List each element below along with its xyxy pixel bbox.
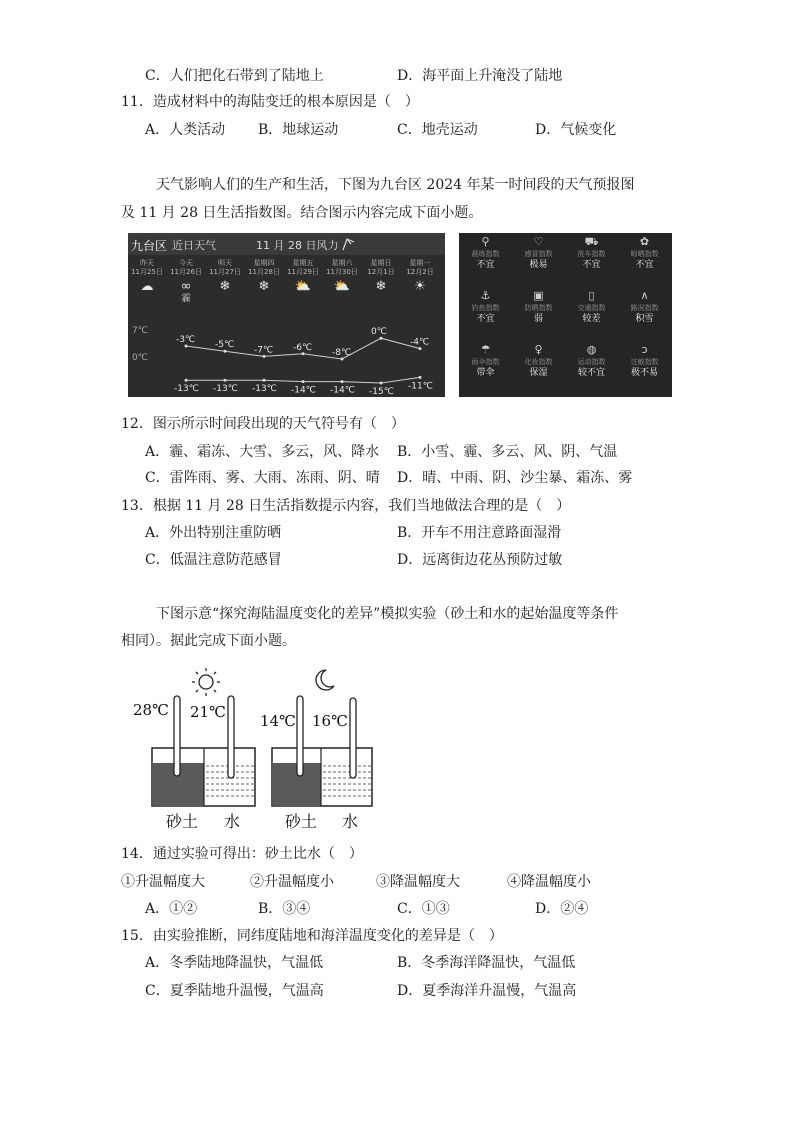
- life-index-value: 不宜: [476, 314, 495, 324]
- high-temp-point: [224, 350, 227, 353]
- life-index-value: 保湿: [529, 368, 548, 378]
- day-soil-temp: 28℃: [133, 701, 169, 719]
- day-date: 11月26日: [170, 268, 202, 276]
- day-name: 星期五: [292, 259, 314, 267]
- life-index-name: 雨伞指数: [471, 358, 500, 366]
- q12-stem: 12．图示所示时间段出现的天气符号有（ ）: [121, 416, 405, 432]
- life-index-name: 洗车指数: [577, 250, 606, 258]
- q13-option-a: A．外出特别注重防晒: [145, 525, 282, 541]
- drying-icon: ✿: [639, 235, 650, 248]
- q14-statement-1: ①升温幅度大: [121, 874, 205, 890]
- umbrella-icon: ☂: [480, 343, 491, 356]
- q14-statement-4: ④降温幅度小: [507, 874, 591, 890]
- q14-stem: 14．通过实验可得出：砂土比水（ ）: [121, 846, 363, 862]
- life-index-item: [459, 287, 512, 341]
- day-date: 11月27日: [209, 268, 241, 276]
- life-index-name: 化妆指数: [524, 358, 553, 366]
- q15-option-b: B．冬季海洋降温快，气温低: [397, 955, 576, 971]
- high-temp-point: [341, 358, 344, 361]
- q13-stem: 13．根据 11 月 28 日生活指数提示内容，我们当地做法合理的是（ ）: [121, 498, 571, 514]
- high-temp-label: -4℃: [410, 337, 430, 348]
- day-date: 11月29日: [287, 268, 319, 276]
- low-temp-label: -13℃: [174, 384, 199, 395]
- life-index-value: 极易: [529, 260, 548, 270]
- q12-option-a: A．霾、霜冻、大雪、多云，风、降水: [145, 444, 380, 460]
- q10-option-c: C．人们把化石带到了陆地上: [145, 68, 324, 84]
- q15-option-d: D．夏季海洋升温慢，气温高: [397, 983, 577, 999]
- q14-option-d: D．②④: [535, 901, 589, 917]
- life-index-name: 交通指数: [577, 304, 606, 312]
- high-temp-label: -5℃: [215, 340, 235, 351]
- q13-option-c: C．低温注意防范感冒: [145, 552, 282, 568]
- q13-option-b: B．开车不用注意路面湿滑: [397, 525, 562, 541]
- weather-location: 九台区: [131, 239, 168, 253]
- life-index-value: 较差: [582, 314, 601, 324]
- intro1-line2: 及 11 月 28 日生活指数图。结合图示内容完成下面小题。: [121, 205, 483, 221]
- q12-option-c: C．雷阵雨、雾、大雨、冻雨、阴、晴: [145, 470, 380, 486]
- life-index-value: 不宜: [635, 260, 654, 270]
- life-index-name: 过敏指数: [630, 358, 659, 366]
- moon-icon: [316, 670, 334, 690]
- day-soil-label: 砂土: [166, 812, 199, 831]
- q14-option-a: A．①②: [145, 901, 198, 917]
- makeup-icon: ♀: [534, 343, 543, 356]
- life-index-value: 不宜: [476, 260, 495, 270]
- night-water-label: 水: [342, 812, 359, 831]
- day-date: 12月2日: [406, 268, 434, 276]
- snow-icon: ❄: [375, 279, 387, 294]
- high-temp-label: -7℃: [254, 345, 274, 356]
- low-temp-point: [341, 380, 344, 383]
- life-index-name: 运动指数: [577, 358, 606, 366]
- day-name: 星期六: [331, 259, 353, 267]
- day-name: 昨天: [140, 259, 154, 267]
- day-name: 星期日: [370, 259, 392, 267]
- soil-thermometer: [174, 696, 180, 776]
- life-index-item: [618, 233, 671, 287]
- life-index-item: [565, 287, 618, 341]
- day-date: 11月25日: [131, 268, 163, 276]
- low-temp-point: [224, 379, 227, 382]
- life-index-value: 积雪: [635, 314, 654, 324]
- low-temp-label: -13℃: [252, 384, 277, 395]
- partly-cloudy-icon: ⛅: [294, 279, 312, 294]
- day-name: 明天: [218, 259, 232, 267]
- day-water-temp: 21℃: [190, 703, 226, 721]
- low-temp-label: -15℃: [369, 387, 394, 397]
- high-temp-point: [185, 345, 188, 348]
- weather-title: 近日天气: [172, 239, 216, 252]
- day-name: 星期四: [253, 259, 275, 267]
- life-index-item: [512, 341, 565, 395]
- day-water-label: 水: [224, 812, 241, 831]
- night-soil-temp: 14℃: [260, 712, 296, 730]
- life-index-item: [618, 287, 671, 341]
- intro2-line2: 相同）。据此完成下面小题。: [121, 633, 296, 649]
- weather-forecast-panel: [128, 233, 445, 397]
- cloud-icon: ☁: [140, 279, 154, 294]
- life-index-item: [512, 287, 565, 341]
- high-temp-point: [263, 355, 266, 358]
- low-temp-point: [302, 380, 305, 383]
- intro1-line1: 天气影响人们的生产和生活，下图为九台区 2024 年某一时间段的天气预报图: [156, 177, 635, 193]
- weather-side-bottom: 0℃: [132, 353, 148, 363]
- fishing-icon: ⚓: [480, 289, 491, 302]
- day-note: 霾: [181, 294, 191, 304]
- life-index-name: 晾晒指数: [630, 250, 659, 258]
- q15-stem: 15．由实验推断，同纬度陆地和海洋温度变化的差异是（ ）: [121, 928, 503, 944]
- sport-icon: ◍: [586, 343, 597, 356]
- low-temp-point: [185, 379, 188, 382]
- q14-statement-2: ②升温幅度小: [250, 874, 334, 890]
- life-index-name: 晨练指数: [471, 250, 500, 258]
- high-temp-point: [419, 347, 422, 350]
- life-index-value: 带伞: [476, 368, 495, 378]
- life-index-value: 不宜: [582, 260, 601, 270]
- day-date: 11月28日: [248, 268, 280, 276]
- high-temp-label: -8℃: [332, 348, 352, 358]
- intro2-line1: 下图示意“探究海陆温度变化的差异”模拟实验（砂土和水的起始温度等条件: [156, 606, 619, 622]
- temperature-curves: [128, 233, 445, 397]
- life-index-value: 极不易: [630, 368, 658, 378]
- heart-icon: ♡: [533, 235, 544, 248]
- life-index-panel: [459, 233, 672, 397]
- road-icon: ∧: [640, 289, 649, 302]
- life-index-item: [618, 341, 671, 395]
- high-temp-label: -3℃: [176, 335, 196, 345]
- q15-option-a: A．冬季陆地降温快，气温低: [145, 955, 324, 971]
- life-index-item: [512, 233, 565, 287]
- low-temp-point: [380, 382, 383, 385]
- life-index-name: 防晒指数: [524, 304, 553, 312]
- life-index-item: [459, 341, 512, 395]
- life-index-value: 较不宜: [577, 368, 605, 378]
- low-temp-label: -11℃: [408, 381, 433, 392]
- q11-option-b: B．地球运动: [258, 122, 339, 138]
- sun-icon: ☀: [414, 279, 426, 294]
- night-soil-label: 砂土: [285, 812, 318, 831]
- weather-side-top: 7℃: [132, 326, 148, 336]
- traffic-icon: ▯: [588, 289, 595, 302]
- life-index-item: [565, 341, 618, 395]
- haze-icon: ∞: [180, 279, 192, 294]
- q11-option-d: D．气候变化: [535, 122, 617, 138]
- exercise-icon: ⚲: [481, 235, 490, 248]
- partly-cloudy-icon: ⛅: [333, 279, 351, 294]
- q13-option-d: D．远离街边花丛预防过敏: [397, 552, 563, 568]
- q12-option-d: D．晴、中雨、阴、沙尘暴、霜冻、雾: [397, 470, 633, 486]
- life-index-name: 路况指数: [630, 304, 659, 312]
- snow-icon: ❄: [258, 279, 270, 294]
- sun-icon: [192, 668, 220, 696]
- high-temp-label: 0℃: [371, 327, 387, 338]
- sunscreen-icon: ▣: [533, 289, 544, 302]
- water-thermometer: [228, 696, 234, 778]
- life-index-item: [459, 233, 512, 287]
- life-index-name: 感冒指数: [524, 250, 553, 258]
- q14-statement-3: ③降温幅度大: [376, 874, 460, 890]
- high-temp-point: [380, 337, 383, 340]
- experiment-diagram: [128, 662, 398, 832]
- day-name: 今天: [179, 259, 193, 267]
- low-temp-label: -14℃: [330, 385, 355, 396]
- q10-option-d: D．海平面上升淹没了陆地: [397, 68, 563, 84]
- low-temp-label: -13℃: [213, 384, 238, 395]
- q14-option-b: B．③④: [258, 901, 311, 917]
- q11-stem: 11．造成材料中的海陆变迁的根本原因是（ ）: [121, 94, 419, 110]
- q11-option-a: A．人类活动: [145, 122, 226, 138]
- life-index-item: [565, 233, 618, 287]
- allergy-icon: ↄ: [641, 343, 648, 356]
- snow-icon: ❄: [219, 279, 231, 294]
- day-date: 12月1日: [367, 268, 395, 276]
- q14-option-c: C．①③: [397, 901, 450, 917]
- q12-option-b: B．小雪、霾、多云、风、阴、气温: [397, 444, 618, 460]
- car-wash-icon: ⛟: [584, 235, 599, 248]
- wind-title: 11 月 28 日风力: [256, 239, 339, 252]
- q11-option-c: C．地壳运动: [397, 122, 478, 138]
- high-temp-point: [302, 352, 305, 355]
- life-index-value: 弱: [533, 314, 543, 324]
- low-temp-label: -14℃: [291, 385, 316, 396]
- day-date: 11月30日: [326, 268, 358, 276]
- low-temp-point: [419, 376, 422, 379]
- day-name: 星期一: [409, 259, 431, 267]
- life-index-name: 钓鱼指数: [471, 304, 500, 312]
- high-temp-label: -6℃: [293, 342, 313, 353]
- night-water-temp: 16℃: [312, 712, 348, 730]
- low-temp-point: [263, 379, 266, 382]
- q15-option-c: C．夏季陆地升温慢，气温高: [145, 983, 324, 999]
